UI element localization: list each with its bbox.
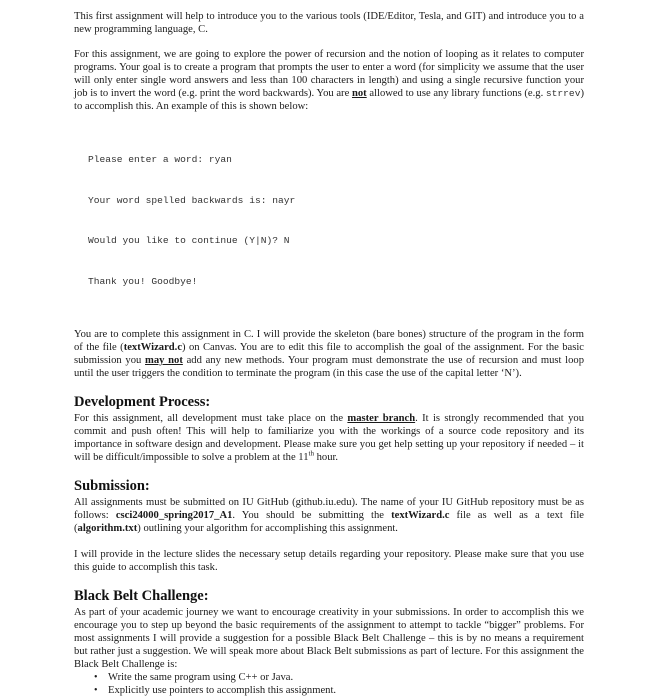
strrev-code: strrev xyxy=(545,88,581,99)
black-belt-list xyxy=(74,671,584,697)
example-line: Your word spelled backwards is: nayr xyxy=(88,194,296,206)
requirements-text: ) on Canvas. You are to edit this file to accomplish the goal of the assignment. For the basic submission you xyxy=(74,342,585,366)
submission-text: file as well as a text file ( xyxy=(74,510,585,534)
requirements-text: You are to complete this assignment in C. I will provide the skeleton (bare bones) structure of the program in the form of the file ( xyxy=(74,329,584,353)
not-emphasis: not xyxy=(351,88,367,99)
development-text: . It is strongly recommended that you commit and push often! This will help to familiarize you with the workings of a source code repository and its importance in software design and development. Please make sure you get help setting up your repository if needed – it will be difficult/impossible to solve a problem at the 11 xyxy=(74,413,584,463)
submission-text: . You should be submitting the xyxy=(232,510,392,521)
assignment-text: For this assignment, we are going to explore the power of recursion and the notion of looping as it relates to computer programs. Your goal is to create a program that prompts the user to enter a word (for simplicity we assume that the user will only enter single word answers and less than 100 characters in length) and using a single recursive function your job is to invert the word (e.g. print the word backwards). You are xyxy=(74,49,584,99)
development-paragraph xyxy=(74,412,584,464)
example-line: Thank you! Goodbye! xyxy=(88,275,198,287)
assignment-text: ) to accomplish this. An example of this is shown below: xyxy=(74,88,584,112)
submission-paragraph xyxy=(74,496,584,535)
algorithm-filename: algorithm.txt xyxy=(77,523,138,534)
example-output xyxy=(88,126,584,315)
setup-paragraph: I will provide in the lecture slides the necessary setup details regarding your repository. Please make sure that you use this guide to accomplish this task. xyxy=(74,549,584,573)
list-item-text: Write the same program using C++ or Java. xyxy=(108,672,294,683)
development-text: hour. xyxy=(313,452,339,463)
document-page xyxy=(74,10,584,697)
may-not-emphasis: may not xyxy=(145,355,183,366)
requirements-paragraph xyxy=(74,328,584,380)
bullet-icon: • xyxy=(94,672,98,683)
example-line: Would you like to continue (Y|N)? N xyxy=(88,235,290,246)
requirements-text: add any new methods. Your program must demonstrate the use of recursion and must loop until the user triggers the condition to terminate the program (in this case the use of the capital letter ‘N’). xyxy=(74,355,584,379)
list-item xyxy=(94,671,584,684)
submission-text: All assignments must be submitted on IU GitHub (github.iu.edu). The name of your IU GitHub repository must be as follows: xyxy=(74,497,584,521)
example-line: Please enter a word: ryan xyxy=(88,154,232,165)
submit-filename: textWizard.c xyxy=(391,510,450,521)
skeleton-filename: textWizard.c xyxy=(123,342,183,353)
list-item-text: Explicitly use pointers to accomplish this assignment. xyxy=(108,685,337,696)
black-belt-paragraph: As part of your academic journey we want to encourage creativity in your submissions. In order to accomplish this we encourage you to step up beyond the basic requirements of the assignment to attempt to tackle “bigger” problems. For most assignments I will provide a suggestion for a possible Black Belt Challenge – this is by no means a requirement but rather just a suggestion. We will speak more about Black Belt submissions as part of lecture. For this assignment the Black Belt Challenge is: xyxy=(74,607,584,670)
black-belt-heading: Black Belt Challenge: xyxy=(74,588,209,604)
repo-name: csci24000_spring2017_A1 xyxy=(115,510,233,521)
assignment-paragraph xyxy=(74,48,584,113)
master-branch-emphasis: master branch xyxy=(347,413,416,424)
development-text: For this assignment, all development must take place on the xyxy=(74,413,348,424)
submission-text: ) outlining your algorithm for accomplishing this assignment. xyxy=(137,523,398,534)
intro-paragraph: This first assignment will help to introduce you to the various tools (IDE/Editor, Tesla, and GIT) and introduce you to a new programming language, C. xyxy=(74,11,584,35)
submission-heading: Submission: xyxy=(74,478,150,494)
bullet-icon: • xyxy=(94,685,98,696)
assignment-text: allowed to use any library functions (e.g. xyxy=(366,88,546,99)
ordinal-suffix: th xyxy=(308,449,314,458)
list-item xyxy=(94,684,584,697)
development-heading: Development Process: xyxy=(74,394,211,410)
